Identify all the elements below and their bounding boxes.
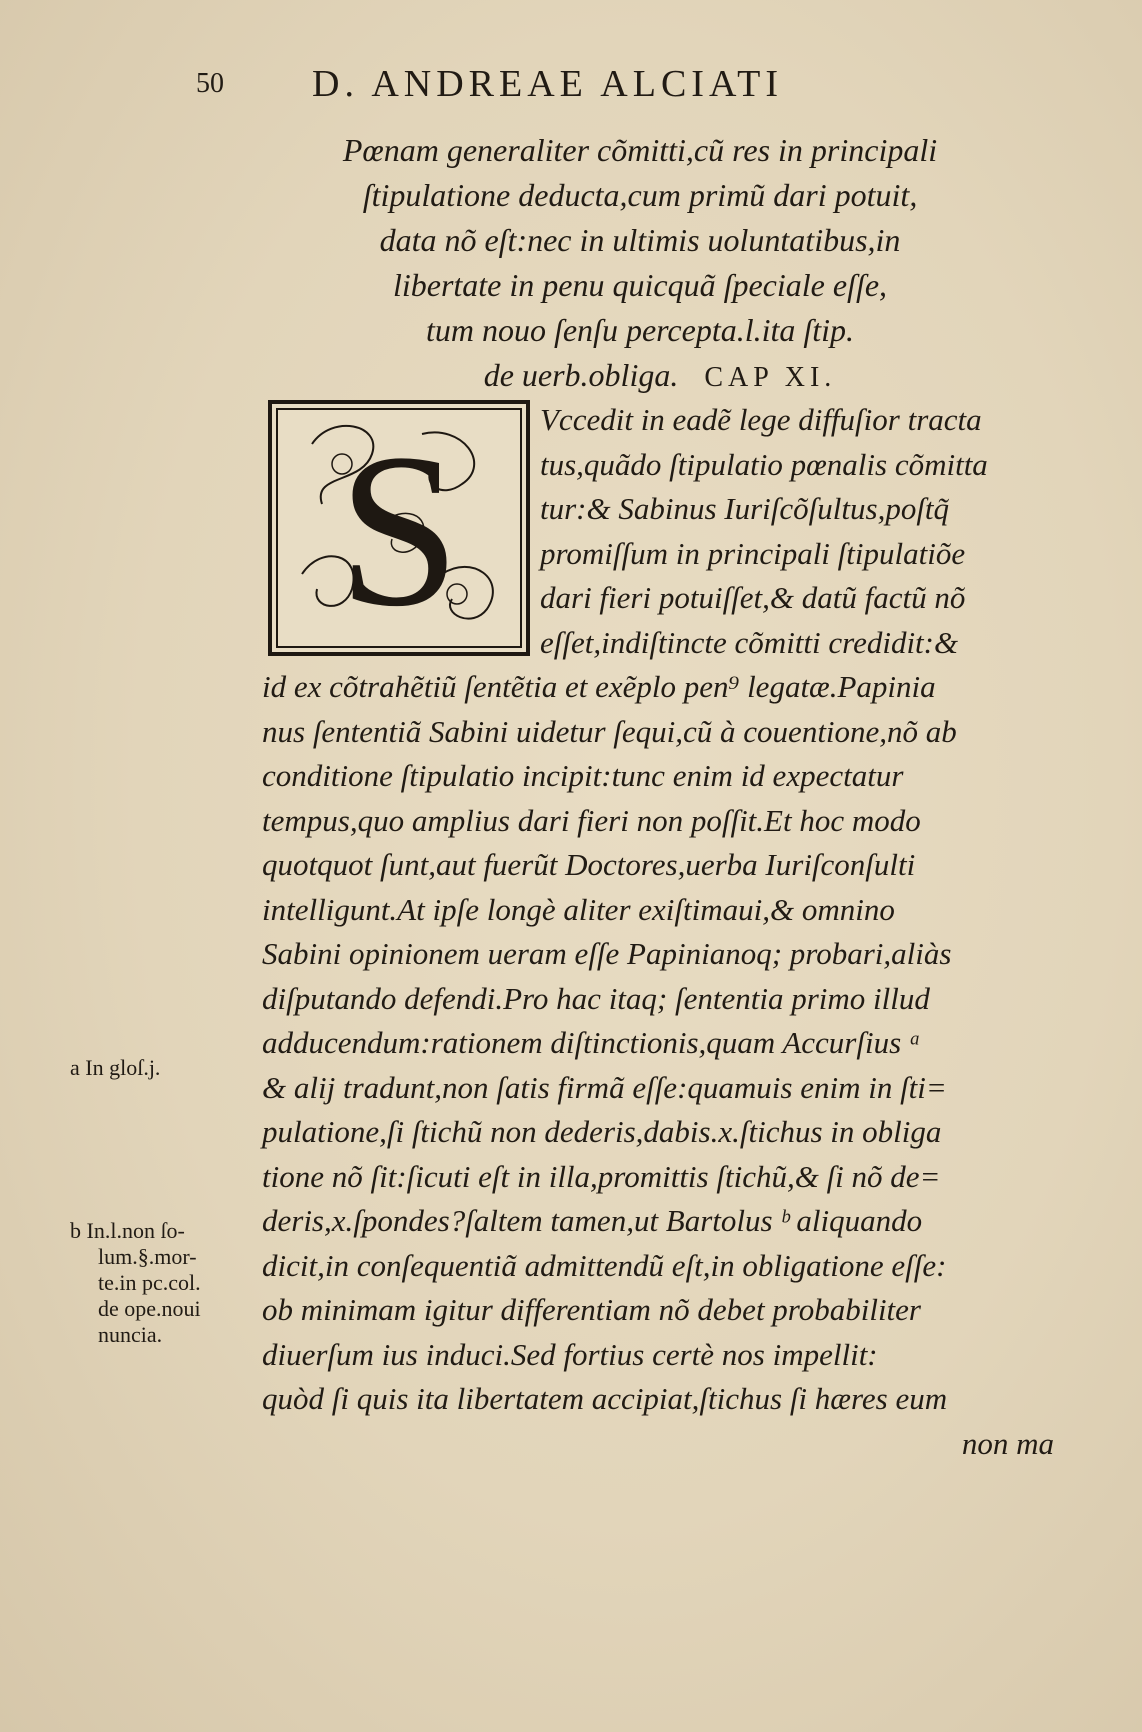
chapter-title-line: tum nouo ſenſu percepta.l.ita ſtip. bbox=[425, 312, 855, 348]
marginal-note-line: nuncia. bbox=[98, 1322, 163, 1347]
text-line: Sabini opinionem ueram eſſe Papinianoq; probari,aliàs bbox=[262, 936, 952, 971]
chapter-title-line: libertate in penu quicquã ſpeciale eſſe, bbox=[392, 267, 888, 303]
chapter-title-line: data nõ eſt:nec in ultimis uoluntatibus,in bbox=[379, 222, 901, 258]
text-line: nus ſententiã Sabini uidetur ſequi,cũ à couentione,nõ ab bbox=[262, 713, 957, 749]
marginal-note-line: te.in pc.col. bbox=[98, 1270, 201, 1295]
text-line: deris,x.ſpondes?ſaltem tamen,ut Bartolus ᵇ aliquando bbox=[262, 1203, 923, 1238]
main-text bbox=[262, 398, 1062, 1466]
text-line: quotquot ſunt,aut fuerũt Doctores,uerba Iuriſconſulti bbox=[262, 847, 916, 882]
text-line: quòd ſi quis ita libertatem accipiat,ſtichus ſi hæres eum bbox=[262, 1381, 948, 1416]
text-line: tus,quãdo ſtipulatio pœnalis cõmitta bbox=[540, 446, 988, 482]
chapter-title-line: ſtipulatione deducta,cum primũ dari potuit, bbox=[362, 177, 918, 213]
marginal-note-line: lum.§.mor- bbox=[98, 1244, 197, 1269]
text-line: diuerſum ius induci.Sed fortius certè nos impellit: bbox=[262, 1336, 878, 1372]
marginal-note-line: a In gloſ.j. bbox=[70, 1055, 161, 1080]
page-number: 50 bbox=[196, 68, 224, 99]
text-line: promiſſum in principali ſtipulatiõe bbox=[540, 535, 966, 571]
text-line: intelligunt.At ipſe longè aliter exiſtimaui,& omnino bbox=[262, 891, 895, 927]
page-header bbox=[0, 62, 1142, 112]
marginal-note-a bbox=[70, 1055, 160, 1081]
text-line: dicit,in conſequentiã admittendũ eſt,in obligatione eſſe: bbox=[262, 1247, 947, 1283]
text-line: tur:& Sabinus Iuriſcõſultus,poſtq̃ bbox=[540, 491, 950, 526]
text-line: dari fieri potuiſſet,& datũ factũ nõ bbox=[540, 580, 966, 615]
chapter-title-line: Pœnam generaliter cõmitti,cũ res in principali bbox=[342, 132, 938, 168]
text-line: adducendum:rationem diſtinctionis,quam Accurſius ᵃ bbox=[262, 1025, 922, 1060]
text-line: tione nõ ſit:ſicuti eſt in illa,promittis ſtichũ,& ſi nõ de= bbox=[262, 1158, 941, 1194]
marginal-note-b bbox=[70, 1218, 201, 1348]
running-head: D. ANDREAE ALCIATI bbox=[312, 63, 784, 105]
text-line: ob minimam igitur differentiam nõ debet probabiliter bbox=[262, 1292, 921, 1327]
text-line: & alij tradunt,non ſatis firmã eſſe:quamuis enim in ſti= bbox=[262, 1069, 947, 1105]
text-line: tempus,quo amplius dari fieri non poſſit.Et hoc modo bbox=[262, 802, 921, 838]
text-line: conditione ſtipulatio incipit:tunc enim id expectatur bbox=[262, 758, 904, 793]
chapter-title-last-line bbox=[240, 353, 1040, 400]
text-line: eſſet,indiſtincte cõmitti credidit:& bbox=[540, 624, 959, 660]
marginal-note-line: de ope.noui bbox=[98, 1296, 201, 1321]
catchword-line: non ma bbox=[961, 1425, 1054, 1461]
text-line: Vccedit in eadẽ lege diffuſior tracta bbox=[540, 402, 982, 437]
text-line: diſputando defendi.Pro hac itaq; ſententia primo illud bbox=[262, 980, 930, 1016]
chapter-title bbox=[240, 128, 1040, 400]
text-line: pulatione,ſi ſtichũ non dederis,dabis.x.ſtichus in obliga bbox=[262, 1114, 942, 1149]
chapter-label: CAP XI. bbox=[704, 362, 837, 393]
marginal-note-line: b In.l.non ſo- bbox=[70, 1218, 185, 1243]
initial-letter: S bbox=[337, 408, 461, 652]
text-line: id ex cõtrahẽtiũ ſentẽtia et exẽplo pen⁹ legatæ.Papinia bbox=[262, 669, 936, 704]
chapter-title-line: de uerb.obliga. bbox=[483, 357, 679, 393]
